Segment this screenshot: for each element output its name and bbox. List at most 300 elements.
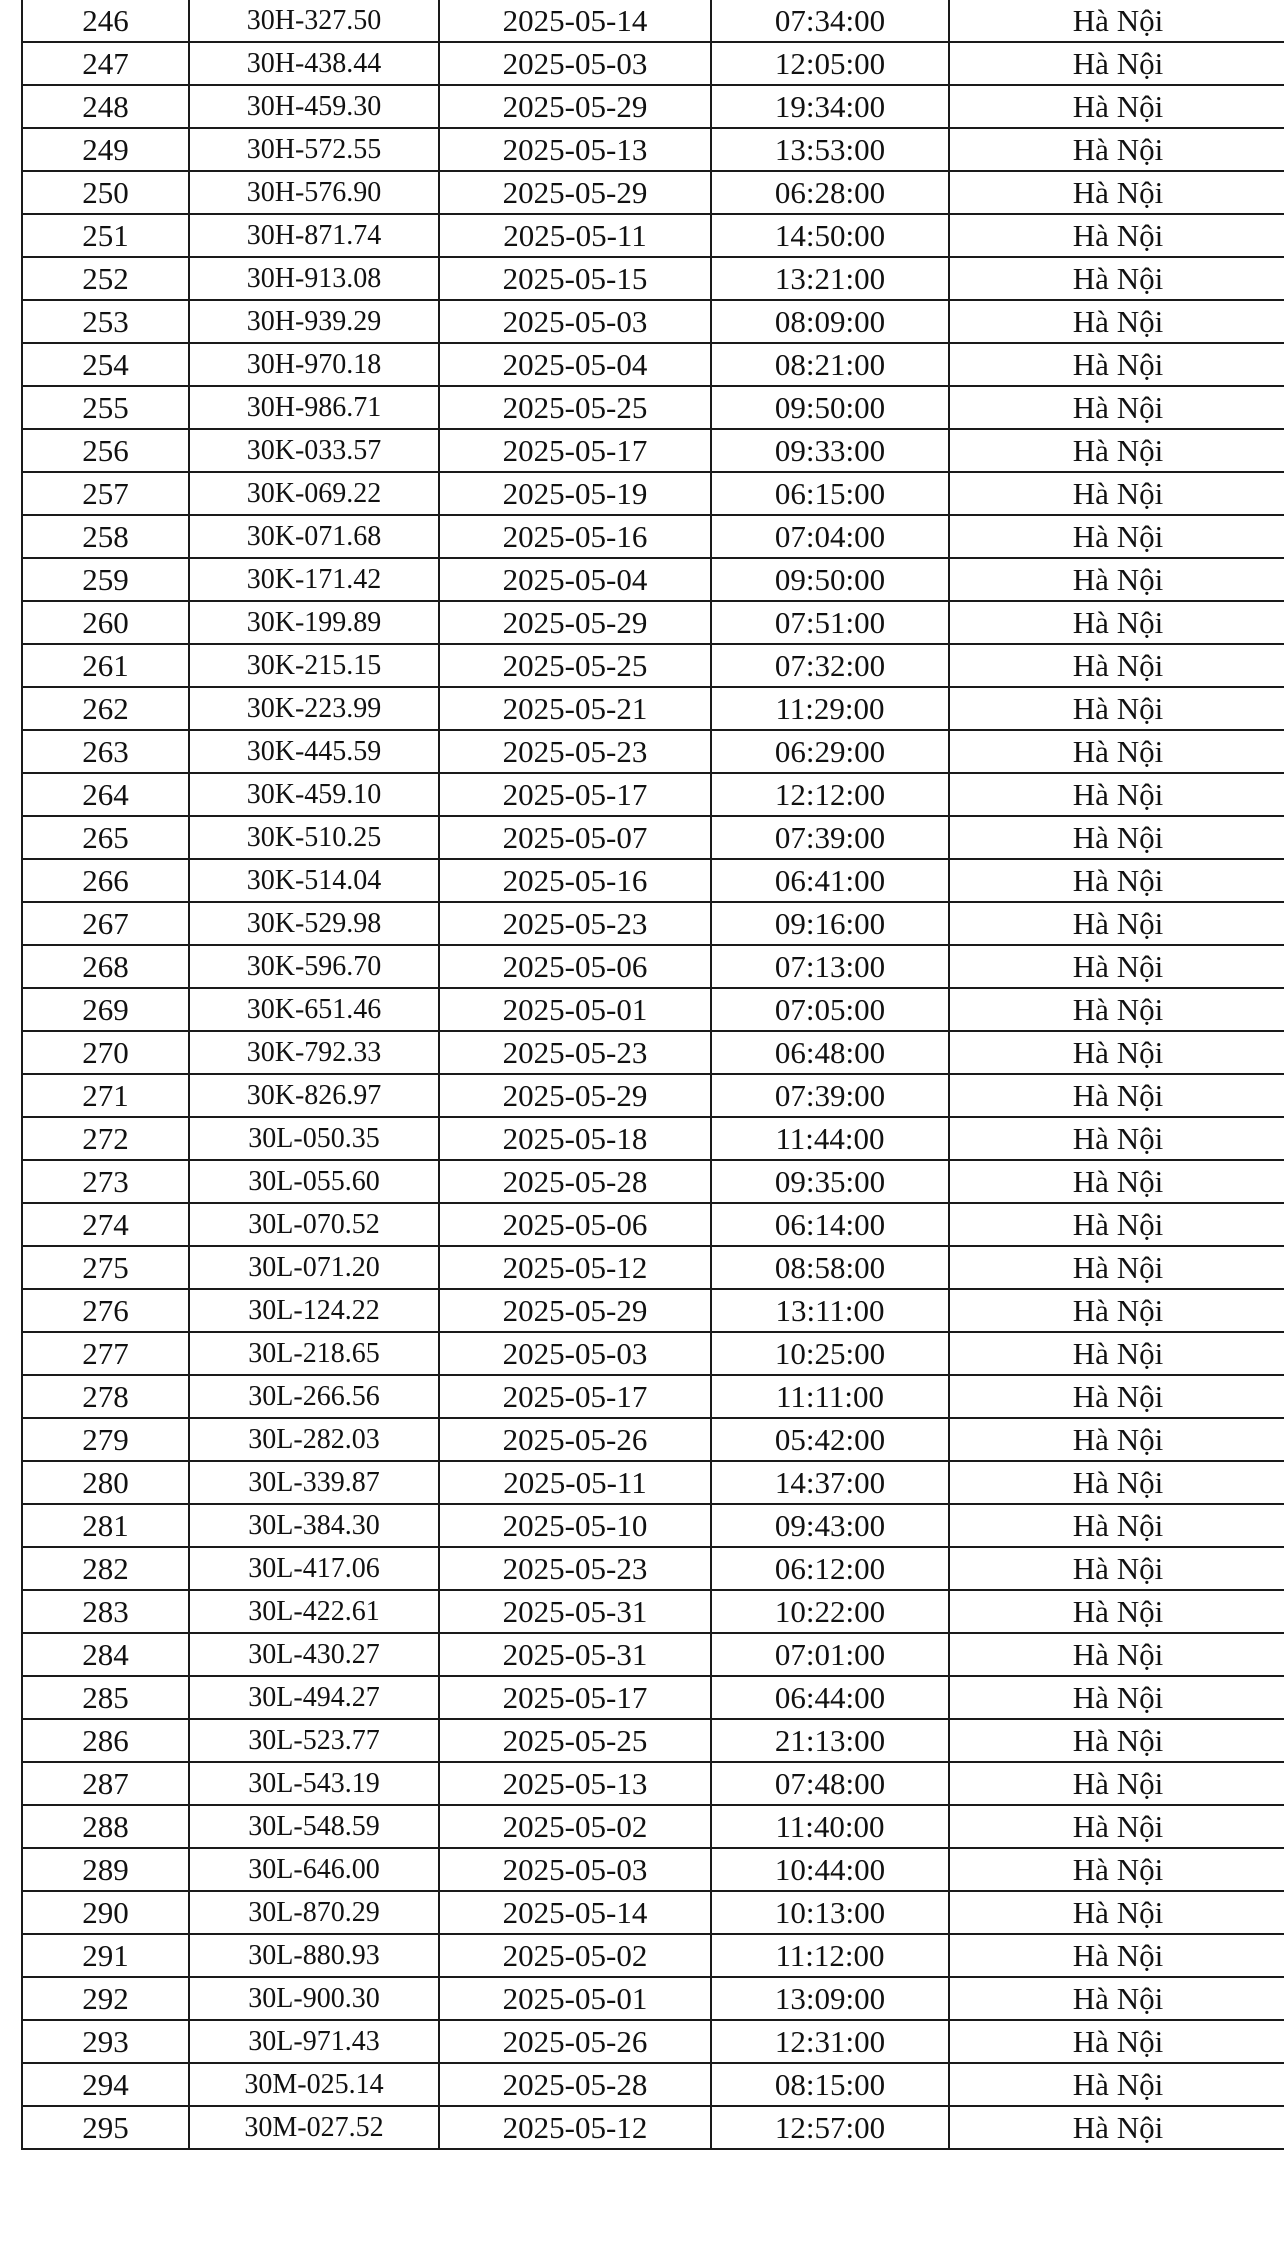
location-cell: Hà Nội	[949, 1160, 1284, 1203]
location-cell: Hà Nội	[949, 730, 1284, 773]
row-number-cell: 261	[22, 644, 189, 687]
time-cell: 07:39:00	[711, 1074, 949, 1117]
table-row	[22, 644, 1284, 687]
license-plate-cell: 30L-055.60	[189, 1160, 439, 1203]
location-cell: Hà Nội	[949, 1332, 1284, 1375]
location-cell: Hà Nội	[949, 386, 1284, 429]
location-cell: Hà Nội	[949, 1289, 1284, 1332]
location-cell: Hà Nội	[949, 558, 1284, 601]
location-cell: Hà Nội	[949, 1805, 1284, 1848]
table-row	[22, 2020, 1284, 2063]
date-cell: 2025-05-23	[439, 1547, 711, 1590]
date-cell: 2025-05-31	[439, 1590, 711, 1633]
location-cell: Hà Nội	[949, 85, 1284, 128]
time-cell: 06:15:00	[711, 472, 949, 515]
date-cell: 2025-05-07	[439, 816, 711, 859]
time-cell: 06:44:00	[711, 1676, 949, 1719]
date-cell: 2025-05-13	[439, 128, 711, 171]
date-cell: 2025-05-29	[439, 171, 711, 214]
row-number-cell: 248	[22, 85, 189, 128]
date-cell: 2025-05-23	[439, 1031, 711, 1074]
row-number-cell: 251	[22, 214, 189, 257]
table-row	[22, 171, 1284, 214]
location-cell: Hà Nội	[949, 1375, 1284, 1418]
location-cell: Hà Nội	[949, 1031, 1284, 1074]
time-cell: 08:58:00	[711, 1246, 949, 1289]
row-number-cell: 273	[22, 1160, 189, 1203]
row-number-cell: 270	[22, 1031, 189, 1074]
location-cell: Hà Nội	[949, 859, 1284, 902]
table-row	[22, 343, 1284, 386]
location-cell: Hà Nội	[949, 1590, 1284, 1633]
location-cell: Hà Nội	[949, 128, 1284, 171]
table-row	[22, 1934, 1284, 1977]
location-cell: Hà Nội	[949, 1719, 1284, 1762]
violation-table	[21, 0, 1284, 2150]
time-cell: 06:41:00	[711, 859, 949, 902]
table-row	[22, 902, 1284, 945]
location-cell: Hà Nội	[949, 171, 1284, 214]
date-cell: 2025-05-02	[439, 1934, 711, 1977]
license-plate-cell: 30L-430.27	[189, 1633, 439, 1676]
time-cell: 13:09:00	[711, 1977, 949, 2020]
time-cell: 19:34:00	[711, 85, 949, 128]
date-cell: 2025-05-28	[439, 1160, 711, 1203]
time-cell: 07:01:00	[711, 1633, 949, 1676]
location-cell: Hà Nội	[949, 1074, 1284, 1117]
date-cell: 2025-05-12	[439, 1246, 711, 1289]
time-cell: 07:34:00	[711, 0, 949, 42]
row-number-cell: 288	[22, 1805, 189, 1848]
table-row	[22, 300, 1284, 343]
license-plate-cell: 30L-880.93	[189, 1934, 439, 1977]
location-cell: Hà Nội	[949, 988, 1284, 1031]
time-cell: 10:13:00	[711, 1891, 949, 1934]
time-cell: 10:44:00	[711, 1848, 949, 1891]
location-cell: Hà Nội	[949, 1504, 1284, 1547]
row-number-cell: 271	[22, 1074, 189, 1117]
location-cell: Hà Nội	[949, 1246, 1284, 1289]
license-plate-cell: 30K-445.59	[189, 730, 439, 773]
row-number-cell: 277	[22, 1332, 189, 1375]
date-cell: 2025-05-01	[439, 988, 711, 1031]
location-cell: Hà Nội	[949, 0, 1284, 42]
time-cell: 07:32:00	[711, 644, 949, 687]
date-cell: 2025-05-17	[439, 1676, 711, 1719]
row-number-cell: 286	[22, 1719, 189, 1762]
row-number-cell: 272	[22, 1117, 189, 1160]
license-plate-cell: 30K-651.46	[189, 988, 439, 1031]
table-row	[22, 1289, 1284, 1332]
date-cell: 2025-05-31	[439, 1633, 711, 1676]
time-cell: 09:50:00	[711, 558, 949, 601]
license-plate-cell: 30K-514.04	[189, 859, 439, 902]
table-row	[22, 2063, 1284, 2106]
row-number-cell: 274	[22, 1203, 189, 1246]
location-cell: Hà Nội	[949, 42, 1284, 85]
location-cell: Hà Nội	[949, 214, 1284, 257]
time-cell: 09:35:00	[711, 1160, 949, 1203]
license-plate-cell: 30K-033.57	[189, 429, 439, 472]
row-number-cell: 264	[22, 773, 189, 816]
date-cell: 2025-05-17	[439, 429, 711, 472]
table-row	[22, 1160, 1284, 1203]
row-number-cell: 268	[22, 945, 189, 988]
table-row	[22, 1977, 1284, 2020]
table-row	[22, 1848, 1284, 1891]
row-number-cell: 252	[22, 257, 189, 300]
location-cell: Hà Nội	[949, 644, 1284, 687]
license-plate-cell: 30H-970.18	[189, 343, 439, 386]
time-cell: 21:13:00	[711, 1719, 949, 1762]
time-cell: 07:05:00	[711, 988, 949, 1031]
time-cell: 10:25:00	[711, 1332, 949, 1375]
table-row	[22, 988, 1284, 1031]
date-cell: 2025-05-16	[439, 859, 711, 902]
license-plate-cell: 30L-870.29	[189, 1891, 439, 1934]
license-plate-cell: 30K-071.68	[189, 515, 439, 558]
location-cell: Hà Nội	[949, 300, 1284, 343]
time-cell: 14:37:00	[711, 1461, 949, 1504]
date-cell: 2025-05-06	[439, 945, 711, 988]
row-number-cell: 292	[22, 1977, 189, 2020]
date-cell: 2025-05-12	[439, 2106, 711, 2149]
table-row	[22, 1891, 1284, 1934]
date-cell: 2025-05-23	[439, 730, 711, 773]
row-number-cell: 256	[22, 429, 189, 472]
location-cell: Hà Nội	[949, 343, 1284, 386]
license-plate-cell: 30K-215.15	[189, 644, 439, 687]
table-row	[22, 0, 1284, 42]
row-number-cell: 293	[22, 2020, 189, 2063]
time-cell: 06:14:00	[711, 1203, 949, 1246]
table-row	[22, 945, 1284, 988]
time-cell: 10:22:00	[711, 1590, 949, 1633]
date-cell: 2025-05-25	[439, 1719, 711, 1762]
row-number-cell: 295	[22, 2106, 189, 2149]
date-cell: 2025-05-04	[439, 343, 711, 386]
table-row	[22, 1246, 1284, 1289]
time-cell: 09:33:00	[711, 429, 949, 472]
license-plate-cell: 30H-939.29	[189, 300, 439, 343]
date-cell: 2025-05-17	[439, 1375, 711, 1418]
date-cell: 2025-05-03	[439, 42, 711, 85]
time-cell: 08:15:00	[711, 2063, 949, 2106]
date-cell: 2025-05-26	[439, 2020, 711, 2063]
date-cell: 2025-05-06	[439, 1203, 711, 1246]
row-number-cell: 281	[22, 1504, 189, 1547]
table-row	[22, 601, 1284, 644]
row-number-cell: 290	[22, 1891, 189, 1934]
date-cell: 2025-05-14	[439, 1891, 711, 1934]
date-cell: 2025-05-11	[439, 214, 711, 257]
time-cell: 07:39:00	[711, 816, 949, 859]
row-number-cell: 263	[22, 730, 189, 773]
location-cell: Hà Nội	[949, 429, 1284, 472]
row-number-cell: 246	[22, 0, 189, 42]
license-plate-cell: 30K-529.98	[189, 902, 439, 945]
license-plate-cell: 30L-422.61	[189, 1590, 439, 1633]
time-cell: 11:44:00	[711, 1117, 949, 1160]
location-cell: Hà Nội	[949, 1934, 1284, 1977]
location-cell: Hà Nội	[949, 902, 1284, 945]
time-cell: 08:21:00	[711, 343, 949, 386]
license-plate-cell: 30K-459.10	[189, 773, 439, 816]
license-plate-cell: 30L-494.27	[189, 1676, 439, 1719]
table-row	[22, 128, 1284, 171]
row-number-cell: 249	[22, 128, 189, 171]
date-cell: 2025-05-15	[439, 257, 711, 300]
license-plate-cell: 30L-900.30	[189, 1977, 439, 2020]
time-cell: 11:12:00	[711, 1934, 949, 1977]
table-row	[22, 1719, 1284, 1762]
license-plate-cell: 30L-282.03	[189, 1418, 439, 1461]
location-cell: Hà Nội	[949, 1633, 1284, 1676]
table-row	[22, 386, 1284, 429]
license-plate-cell: 30L-070.52	[189, 1203, 439, 1246]
date-cell: 2025-05-21	[439, 687, 711, 730]
license-plate-cell: 30K-171.42	[189, 558, 439, 601]
license-plate-cell: 30L-384.30	[189, 1504, 439, 1547]
table-row	[22, 1547, 1284, 1590]
row-number-cell: 265	[22, 816, 189, 859]
date-cell: 2025-05-29	[439, 1289, 711, 1332]
location-cell: Hà Nội	[949, 1117, 1284, 1160]
table-row	[22, 257, 1284, 300]
license-plate-cell: 30M-027.52	[189, 2106, 439, 2149]
time-cell: 13:21:00	[711, 257, 949, 300]
date-cell: 2025-05-11	[439, 1461, 711, 1504]
license-plate-cell: 30K-826.97	[189, 1074, 439, 1117]
table-row	[22, 1117, 1284, 1160]
time-cell: 06:12:00	[711, 1547, 949, 1590]
time-cell: 09:43:00	[711, 1504, 949, 1547]
license-plate-cell: 30L-071.20	[189, 1246, 439, 1289]
row-number-cell: 267	[22, 902, 189, 945]
table-row	[22, 1203, 1284, 1246]
time-cell: 05:42:00	[711, 1418, 949, 1461]
time-cell: 13:53:00	[711, 128, 949, 171]
location-cell: Hà Nội	[949, 2063, 1284, 2106]
license-plate-cell: 30H-986.71	[189, 386, 439, 429]
table-row	[22, 214, 1284, 257]
date-cell: 2025-05-23	[439, 902, 711, 945]
table-row	[22, 1031, 1284, 1074]
date-cell: 2025-05-10	[439, 1504, 711, 1547]
location-cell: Hà Nội	[949, 1762, 1284, 1805]
location-cell: Hà Nội	[949, 601, 1284, 644]
time-cell: 06:48:00	[711, 1031, 949, 1074]
table-row	[22, 2106, 1284, 2149]
location-cell: Hà Nội	[949, 1848, 1284, 1891]
table-row	[22, 1633, 1284, 1676]
time-cell: 13:11:00	[711, 1289, 949, 1332]
date-cell: 2025-05-14	[439, 0, 711, 42]
table-row	[22, 1461, 1284, 1504]
table-row	[22, 1676, 1284, 1719]
row-number-cell: 260	[22, 601, 189, 644]
date-cell: 2025-05-29	[439, 1074, 711, 1117]
location-cell: Hà Nội	[949, 687, 1284, 730]
license-plate-cell: 30L-548.59	[189, 1805, 439, 1848]
license-plate-cell: 30H-459.30	[189, 85, 439, 128]
license-plate-cell: 30K-510.25	[189, 816, 439, 859]
date-cell: 2025-05-19	[439, 472, 711, 515]
time-cell: 11:29:00	[711, 687, 949, 730]
table-row	[22, 429, 1284, 472]
license-plate-cell: 30L-266.56	[189, 1375, 439, 1418]
license-plate-cell: 30H-327.50	[189, 0, 439, 42]
table-row	[22, 1332, 1284, 1375]
row-number-cell: 259	[22, 558, 189, 601]
date-cell: 2025-05-26	[439, 1418, 711, 1461]
location-cell: Hà Nội	[949, 773, 1284, 816]
license-plate-cell: 30H-438.44	[189, 42, 439, 85]
date-cell: 2025-05-13	[439, 1762, 711, 1805]
row-number-cell: 289	[22, 1848, 189, 1891]
time-cell: 11:40:00	[711, 1805, 949, 1848]
date-cell: 2025-05-16	[439, 515, 711, 558]
time-cell: 12:57:00	[711, 2106, 949, 2149]
license-plate-cell: 30K-596.70	[189, 945, 439, 988]
table-row	[22, 42, 1284, 85]
table-row	[22, 1418, 1284, 1461]
row-number-cell: 247	[22, 42, 189, 85]
row-number-cell: 282	[22, 1547, 189, 1590]
date-cell: 2025-05-04	[439, 558, 711, 601]
date-cell: 2025-05-29	[439, 85, 711, 128]
license-plate-cell: 30K-069.22	[189, 472, 439, 515]
time-cell: 09:50:00	[711, 386, 949, 429]
time-cell: 09:16:00	[711, 902, 949, 945]
license-plate-cell: 30L-971.43	[189, 2020, 439, 2063]
license-plate-cell: 30L-523.77	[189, 1719, 439, 1762]
row-number-cell: 250	[22, 171, 189, 214]
date-cell: 2025-05-25	[439, 644, 711, 687]
location-cell: Hà Nội	[949, 257, 1284, 300]
time-cell: 14:50:00	[711, 214, 949, 257]
license-plate-cell: 30L-339.87	[189, 1461, 439, 1504]
date-cell: 2025-05-03	[439, 1848, 711, 1891]
location-cell: Hà Nội	[949, 945, 1284, 988]
location-cell: Hà Nội	[949, 1547, 1284, 1590]
row-number-cell: 280	[22, 1461, 189, 1504]
row-number-cell: 278	[22, 1375, 189, 1418]
license-plate-cell: 30H-871.74	[189, 214, 439, 257]
date-cell: 2025-05-28	[439, 2063, 711, 2106]
row-number-cell: 262	[22, 687, 189, 730]
time-cell: 12:05:00	[711, 42, 949, 85]
location-cell: Hà Nội	[949, 1203, 1284, 1246]
row-number-cell: 269	[22, 988, 189, 1031]
date-cell: 2025-05-02	[439, 1805, 711, 1848]
table-row	[22, 1074, 1284, 1117]
row-number-cell: 285	[22, 1676, 189, 1719]
date-cell: 2025-05-03	[439, 300, 711, 343]
table-row	[22, 85, 1284, 128]
table-row	[22, 1590, 1284, 1633]
location-cell: Hà Nội	[949, 2106, 1284, 2149]
table-row	[22, 773, 1284, 816]
row-number-cell: 258	[22, 515, 189, 558]
row-number-cell: 284	[22, 1633, 189, 1676]
location-cell: Hà Nội	[949, 816, 1284, 859]
license-plate-cell: 30L-646.00	[189, 1848, 439, 1891]
location-cell: Hà Nội	[949, 1418, 1284, 1461]
table-row	[22, 859, 1284, 902]
date-cell: 2025-05-29	[439, 601, 711, 644]
license-plate-cell: 30L-543.19	[189, 1762, 439, 1805]
row-number-cell: 253	[22, 300, 189, 343]
date-cell: 2025-05-25	[439, 386, 711, 429]
time-cell: 06:28:00	[711, 171, 949, 214]
table-row	[22, 1762, 1284, 1805]
license-plate-cell: 30H-572.55	[189, 128, 439, 171]
license-plate-cell: 30L-124.22	[189, 1289, 439, 1332]
time-cell: 07:13:00	[711, 945, 949, 988]
row-number-cell: 266	[22, 859, 189, 902]
time-cell: 07:48:00	[711, 1762, 949, 1805]
table-row	[22, 1805, 1284, 1848]
time-cell: 06:29:00	[711, 730, 949, 773]
license-plate-cell: 30M-025.14	[189, 2063, 439, 2106]
table-row	[22, 472, 1284, 515]
time-cell: 07:04:00	[711, 515, 949, 558]
table-row	[22, 558, 1284, 601]
time-cell: 08:09:00	[711, 300, 949, 343]
location-cell: Hà Nội	[949, 2020, 1284, 2063]
license-plate-cell: 30L-050.35	[189, 1117, 439, 1160]
license-plate-cell: 30H-576.90	[189, 171, 439, 214]
location-cell: Hà Nội	[949, 1977, 1284, 2020]
row-number-cell: 275	[22, 1246, 189, 1289]
table-row	[22, 515, 1284, 558]
row-number-cell: 257	[22, 472, 189, 515]
license-plate-cell: 30L-218.65	[189, 1332, 439, 1375]
license-plate-cell: 30L-417.06	[189, 1547, 439, 1590]
date-cell: 2025-05-01	[439, 1977, 711, 2020]
time-cell: 12:31:00	[711, 2020, 949, 2063]
location-cell: Hà Nội	[949, 1461, 1284, 1504]
table-row	[22, 816, 1284, 859]
row-number-cell: 287	[22, 1762, 189, 1805]
date-cell: 2025-05-17	[439, 773, 711, 816]
location-cell: Hà Nội	[949, 1676, 1284, 1719]
date-cell: 2025-05-03	[439, 1332, 711, 1375]
table-row	[22, 687, 1284, 730]
row-number-cell: 283	[22, 1590, 189, 1633]
table-body	[22, 0, 1284, 2149]
license-plate-cell: 30K-223.99	[189, 687, 439, 730]
row-number-cell: 276	[22, 1289, 189, 1332]
license-plate-cell: 30K-792.33	[189, 1031, 439, 1074]
date-cell: 2025-05-18	[439, 1117, 711, 1160]
row-number-cell: 254	[22, 343, 189, 386]
location-cell: Hà Nội	[949, 472, 1284, 515]
time-cell: 11:11:00	[711, 1375, 949, 1418]
row-number-cell: 255	[22, 386, 189, 429]
table-row	[22, 1375, 1284, 1418]
row-number-cell: 279	[22, 1418, 189, 1461]
table-row	[22, 730, 1284, 773]
row-number-cell: 291	[22, 1934, 189, 1977]
license-plate-cell: 30H-913.08	[189, 257, 439, 300]
time-cell: 12:12:00	[711, 773, 949, 816]
row-number-cell: 294	[22, 2063, 189, 2106]
table-row	[22, 1504, 1284, 1547]
license-plate-cell: 30K-199.89	[189, 601, 439, 644]
time-cell: 07:51:00	[711, 601, 949, 644]
